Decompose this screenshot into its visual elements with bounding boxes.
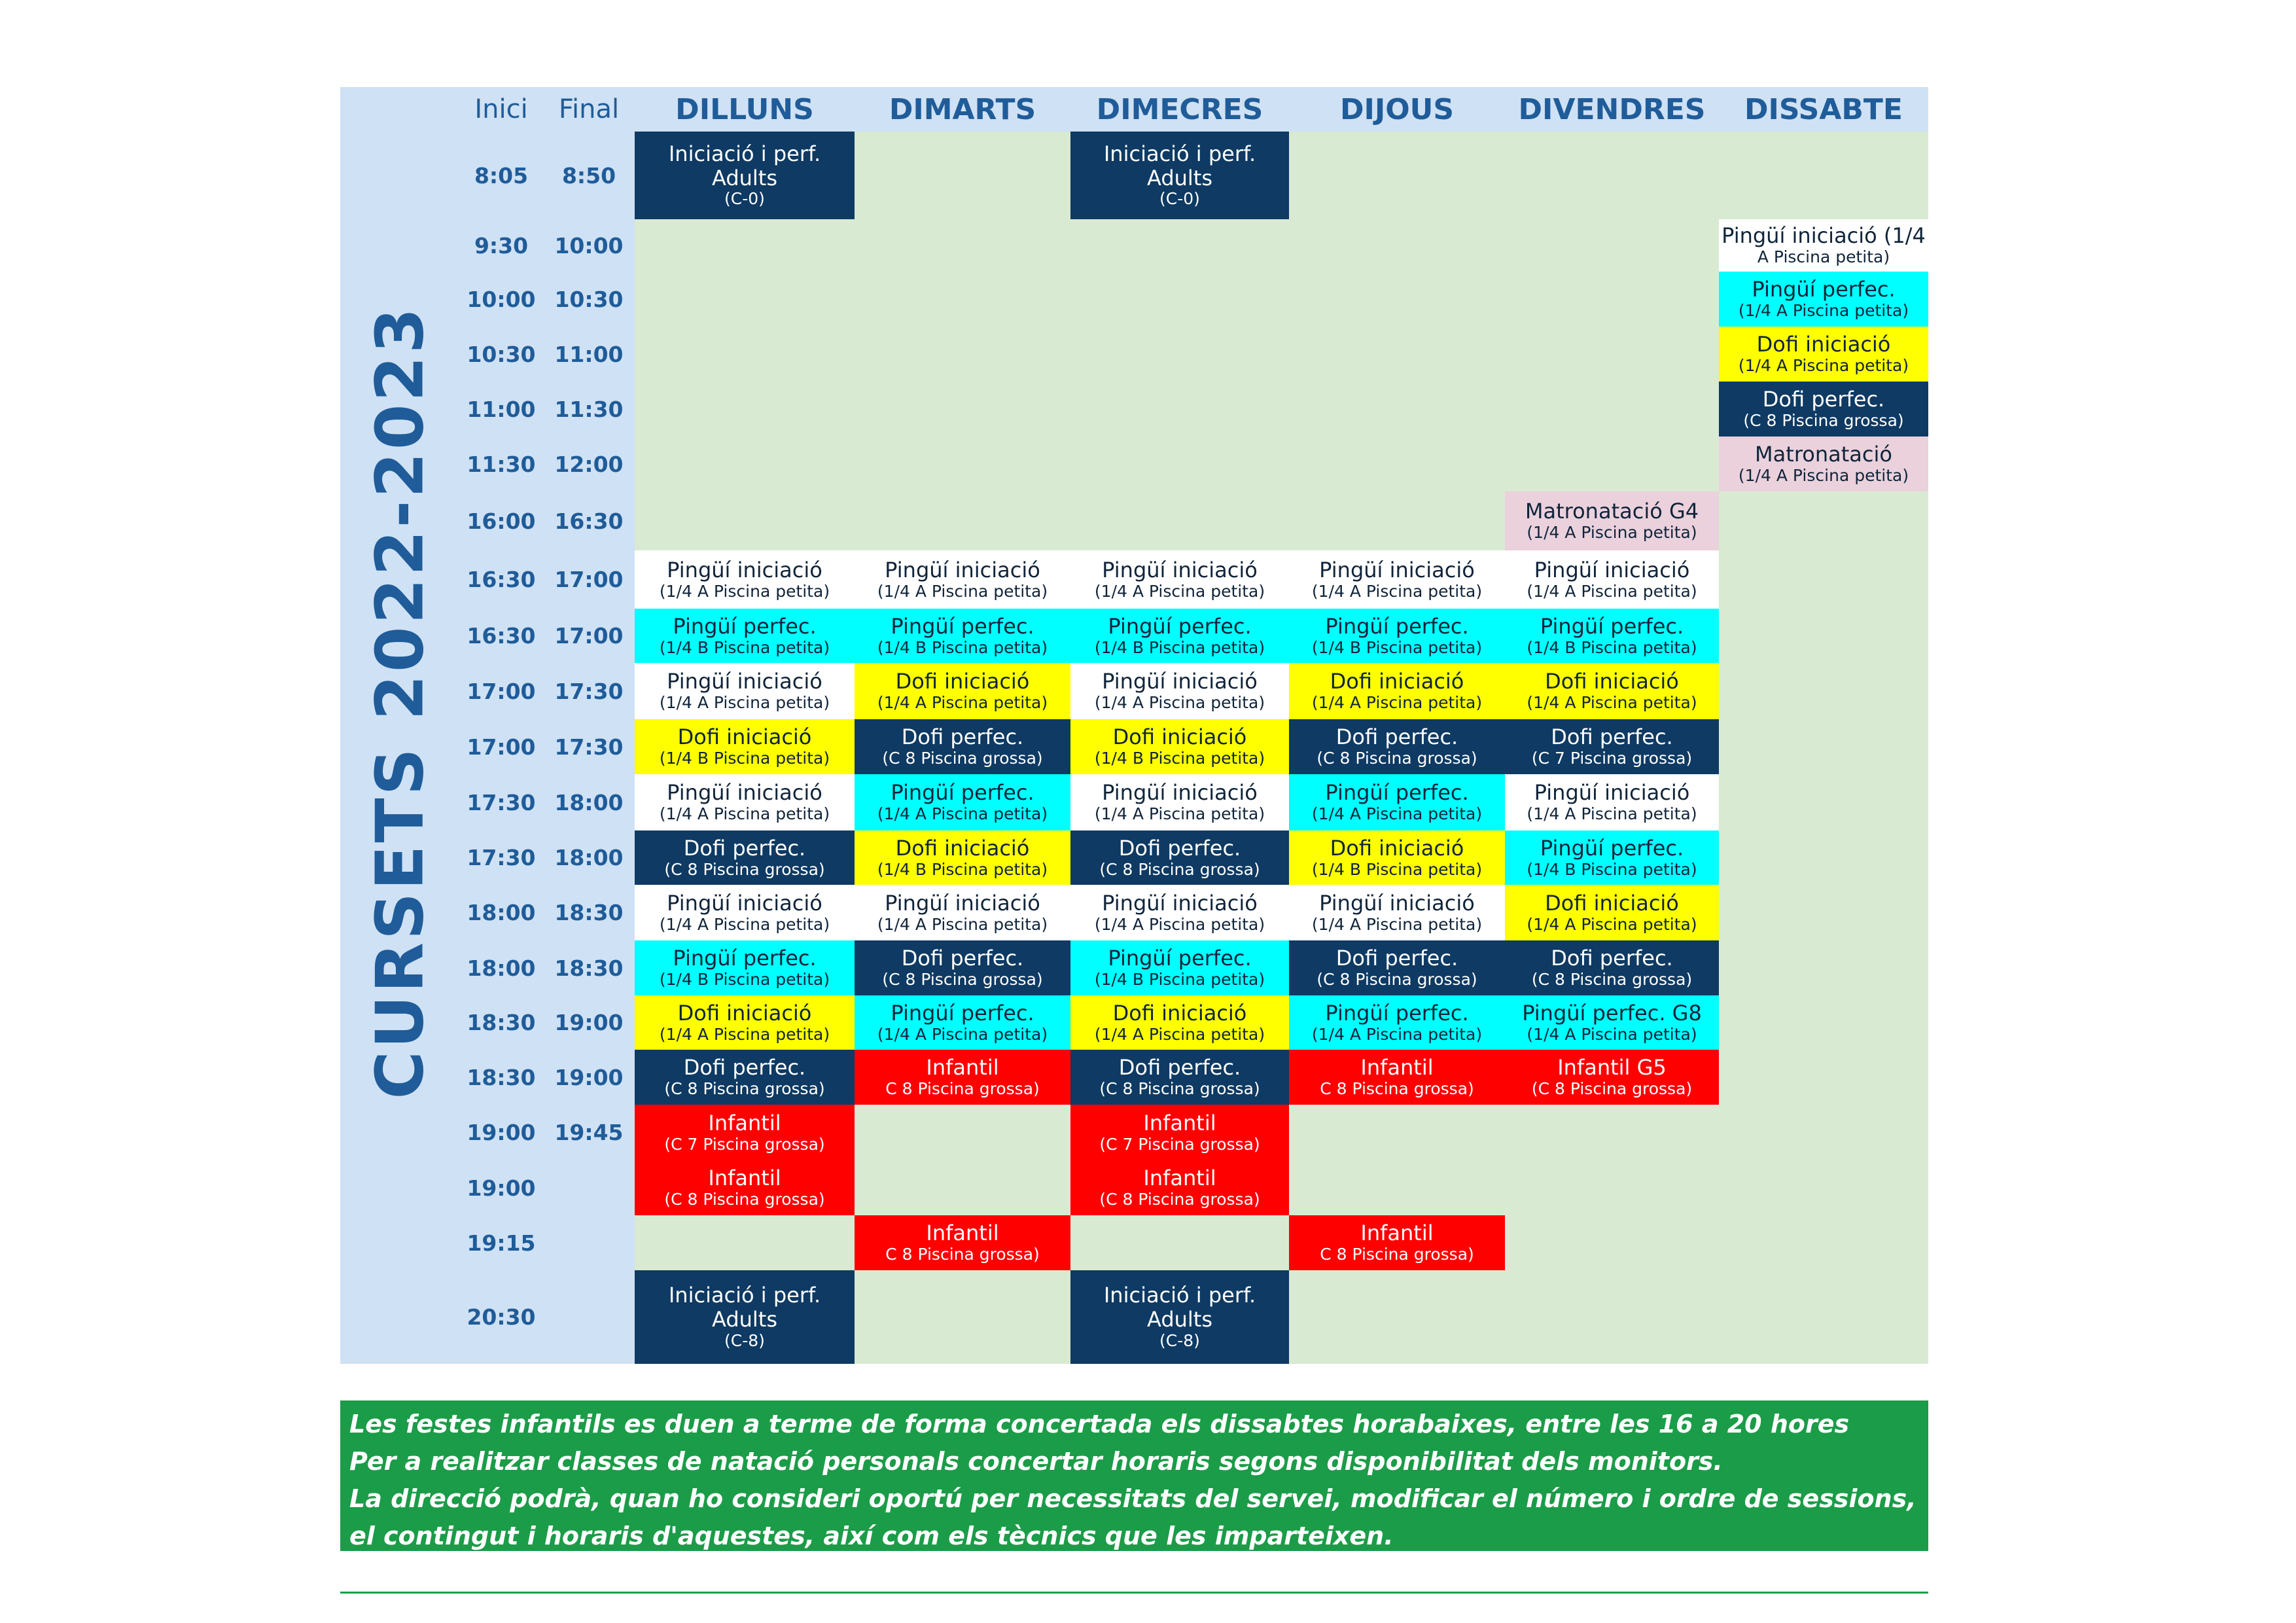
class-cell — [1289, 830, 1505, 885]
class-location: (C 8 Piscina grossa) — [1743, 411, 1904, 431]
class-location: (1/4 B Piscina petita) — [1311, 859, 1483, 879]
end-time: 18:30 — [554, 900, 624, 925]
class-cell — [635, 1105, 855, 1160]
class-cell — [855, 830, 1070, 885]
class-cell — [635, 1050, 855, 1105]
class-name: Dofi perfec. — [1762, 387, 1885, 412]
start-time: 20:30 — [467, 1304, 536, 1330]
class-cell — [635, 719, 855, 774]
class-cell — [1719, 219, 1928, 272]
class-location: (1/4 B Piscina petita) — [1311, 637, 1483, 657]
class-cell — [1289, 663, 1505, 719]
class-location: (C 7 Piscina grossa) — [1099, 1134, 1260, 1154]
class-name: Pingüí perfec. — [673, 613, 817, 639]
class-name: Dofi iniciació — [1330, 669, 1464, 694]
class-location: (1/4 B Piscina petita) — [1094, 637, 1265, 657]
end-time: 18:30 — [554, 955, 624, 981]
start-time: 16:30 — [467, 623, 536, 649]
notes-box — [340, 1400, 1928, 1551]
class-location: (1/4 A Piscina petita) — [659, 581, 830, 601]
class-cell — [1070, 995, 1289, 1050]
class-name: Pingüí iniciació — [667, 780, 822, 806]
class-cell — [1289, 1050, 1505, 1105]
class-name: Adults — [711, 1307, 778, 1332]
class-location: (C 7 Piscina grossa) — [1531, 749, 1693, 768]
class-name: Pingüí perfec. — [1540, 835, 1684, 861]
class-cell — [1505, 719, 1719, 774]
class-cell — [1505, 609, 1719, 663]
class-cell — [855, 550, 1070, 609]
class-location: (C 8 Piscina grossa) — [1099, 1190, 1260, 1209]
class-name: Dofi iniciació — [1112, 1000, 1247, 1026]
class-cell — [1505, 995, 1719, 1050]
class-location: (1/4 A Piscina petita) — [1094, 914, 1265, 934]
end-header: Final — [543, 87, 635, 132]
class-location: (C 8 Piscina grossa) — [1099, 859, 1260, 879]
class-location: (1/4 A Piscina petita) — [1527, 693, 1697, 713]
class-name: Matronatació G4 — [1525, 499, 1699, 524]
class-location: (C-8) — [724, 1330, 765, 1350]
end-time: 18:00 — [554, 789, 624, 815]
class-cell — [1505, 885, 1719, 940]
class-cell — [1505, 830, 1719, 885]
class-location: (C 8 Piscina grossa) — [1531, 970, 1693, 990]
start-time: 10:00 — [467, 286, 536, 312]
class-location: (C 8 Piscina grossa) — [882, 970, 1043, 990]
class-cell — [1289, 940, 1505, 995]
class-name: Dofi iniciació — [1545, 890, 1679, 916]
class-cell — [635, 830, 855, 885]
class-name: Infantil — [926, 1221, 999, 1246]
class-location: C 8 Piscina grossa) — [1320, 1245, 1474, 1264]
end-time: 17:00 — [554, 623, 624, 649]
schedule-table — [340, 87, 1928, 1364]
class-location: A Piscina petita) — [1757, 247, 1890, 267]
class-location: (1/4 B Piscina petita) — [659, 749, 830, 768]
day-header-dijous: DIJOUS — [1289, 87, 1505, 132]
end-time: 10:30 — [554, 286, 624, 312]
class-location: C 8 Piscina grossa) — [885, 1079, 1040, 1099]
end-time: 11:00 — [554, 341, 624, 367]
end-time: 19:00 — [554, 1064, 624, 1090]
class-name: Dofi iniciació — [1330, 835, 1464, 861]
end-time: 17:30 — [554, 734, 624, 760]
class-location: (C 8 Piscina grossa) — [1099, 1079, 1260, 1099]
class-name: Dofi perfec. — [1118, 1055, 1241, 1080]
class-name: Infantil — [926, 1055, 999, 1080]
class-location: (C-8) — [1159, 1330, 1200, 1350]
class-cell — [1505, 550, 1719, 609]
class-location: (1/4 A Piscina petita) — [1094, 804, 1265, 824]
class-name: Infantil — [1360, 1221, 1434, 1246]
class-location: (1/4 A Piscina petita) — [1527, 1024, 1697, 1044]
start-time: 18:30 — [467, 1010, 536, 1035]
class-name: Dofi perfec. — [1118, 835, 1241, 861]
class-cell — [855, 995, 1070, 1050]
class-name: Dofi iniciació — [677, 1000, 812, 1026]
class-cell — [1289, 885, 1505, 940]
class-location: (1/4 A Piscina petita) — [877, 581, 1048, 601]
start-header: Inici — [459, 87, 543, 132]
class-cell — [1070, 132, 1289, 219]
class-location: (1/4 A Piscina petita) — [1311, 693, 1483, 713]
end-time: 17:00 — [554, 567, 624, 592]
end-time: 12:00 — [554, 451, 624, 477]
end-time: 19:45 — [554, 1120, 624, 1145]
class-cell — [1505, 491, 1719, 550]
class-location: (1/4 A Piscina petita) — [1311, 804, 1483, 824]
day-header-dilluns: DILLUNS — [635, 87, 855, 132]
class-name: Iniciació i perf. — [1103, 141, 1256, 166]
class-cell — [855, 719, 1070, 774]
class-name: Adults — [1146, 1307, 1213, 1332]
class-cell — [1070, 830, 1289, 885]
class-name: Pingüí perfec. — [673, 946, 817, 971]
start-time: 18:00 — [467, 955, 536, 981]
class-cell — [1719, 382, 1928, 437]
class-cell — [855, 1215, 1070, 1270]
class-name: Pingüí iniciació — [1102, 669, 1258, 694]
start-time: 19:00 — [467, 1175, 536, 1201]
class-cell — [635, 885, 855, 940]
class-cell — [855, 885, 1070, 940]
class-location: (1/4 B Piscina petita) — [1094, 749, 1265, 768]
class-cell — [1505, 940, 1719, 995]
start-time: 18:30 — [467, 1064, 536, 1090]
class-location: (1/4 A Piscina petita) — [877, 693, 1048, 713]
class-cell — [1289, 1215, 1505, 1270]
class-name: Dofi perfec. — [683, 835, 806, 861]
class-cell — [1289, 609, 1505, 663]
class-name: Pingüí iniciació — [667, 557, 822, 582]
class-location: (1/4 B Piscina petita) — [877, 637, 1048, 657]
title-sidebar — [340, 87, 459, 1364]
class-cell — [1289, 719, 1505, 774]
start-time: 11:00 — [467, 396, 536, 422]
note-private-classes: Per a realitzar classes de natació personals concertar horaris segons disponibilitat dels monitors. — [349, 1447, 1723, 1476]
class-name: Pingüí iniciació — [885, 890, 1040, 916]
class-name: Infantil — [708, 1110, 781, 1135]
class-location: C 8 Piscina grossa) — [1320, 1079, 1474, 1099]
class-location: (C-0) — [1159, 189, 1200, 209]
class-location: (1/4 B Piscina petita) — [1527, 859, 1697, 879]
class-location: (1/4 A Piscina petita) — [1738, 356, 1909, 376]
class-location: (C 8 Piscina grossa) — [664, 1079, 825, 1099]
class-cell — [1070, 1270, 1289, 1364]
class-name: Infantil — [708, 1166, 781, 1191]
class-name: Dofi iniciació — [895, 669, 1030, 694]
class-name: Dofi perfec. — [1335, 946, 1458, 971]
class-name: Pingüí iniciació — [1319, 890, 1475, 916]
class-name: Pingüí iniciació — [1102, 780, 1258, 806]
class-location: (1/4 A Piscina petita) — [1527, 523, 1697, 543]
class-location: (1/4 A Piscina petita) — [1094, 693, 1265, 713]
class-name: Pingüí iniciació — [1534, 780, 1690, 806]
class-location: (C 8 Piscina grossa) — [882, 749, 1043, 768]
class-location: (1/4 A Piscina petita) — [1094, 581, 1265, 601]
class-location: (C 7 Piscina grossa) — [664, 1134, 825, 1154]
class-cell — [855, 663, 1070, 719]
class-name: Iniciació i perf. — [668, 1283, 821, 1308]
class-name: Pingüí iniciació — [667, 669, 822, 694]
class-name: Infantil — [1360, 1055, 1434, 1080]
class-location: (1/4 A Piscina petita) — [1527, 914, 1697, 934]
class-location: (1/4 A Piscina petita) — [1738, 466, 1909, 486]
class-cell — [635, 995, 855, 1050]
class-name: Pingüí perfec. — [1325, 613, 1469, 639]
class-name: Pingüí iniciació — [1534, 557, 1690, 582]
start-time: 17:30 — [467, 789, 536, 815]
class-cell — [1070, 663, 1289, 719]
class-location: (C-0) — [724, 189, 765, 209]
class-name: Dofi perfec. — [901, 946, 1024, 971]
end-time: 16:30 — [554, 508, 624, 534]
class-cell — [855, 609, 1070, 663]
class-name: Pingüí perfec. — [1108, 613, 1252, 639]
class-cell — [855, 940, 1070, 995]
class-name: Pingüí perfec. — [891, 1000, 1034, 1026]
end-time: 11:30 — [554, 396, 624, 422]
day-header-dimarts: DIMARTS — [855, 87, 1070, 132]
class-location: (C 8 Piscina grossa) — [1531, 1079, 1693, 1099]
class-name: Pingüí iniciació — [667, 890, 822, 916]
day-header-dissabte: DISSABTE — [1719, 87, 1928, 132]
note-management: La direcció podrà, quan ho consideri oportú per necessitats del servei, modificar el número i ordre de sessions, el contingut i horaris d'aquestes, així com els tècnics que les imparteixen. — [349, 1484, 1916, 1550]
class-cell — [635, 940, 855, 995]
class-location: (1/4 A Piscina petita) — [877, 1024, 1048, 1044]
class-name: Dofi iniciació — [1545, 669, 1679, 694]
class-name: Infantil — [1143, 1110, 1216, 1135]
class-location: (C 8 Piscina grossa) — [664, 1190, 825, 1209]
class-location: (1/4 B Piscina petita) — [1527, 637, 1697, 657]
class-cell — [1505, 663, 1719, 719]
class-location: (1/4 A Piscina petita) — [659, 804, 830, 824]
class-location: (1/4 B Piscina petita) — [1094, 970, 1265, 990]
class-location: (1/4 B Piscina petita) — [659, 970, 830, 990]
class-name: Pingüí perfec. — [891, 780, 1034, 806]
class-cell — [1505, 1050, 1719, 1105]
start-time: 17:00 — [467, 678, 536, 704]
class-name: Matronatació — [1755, 442, 1892, 467]
class-location: (1/4 A Piscina petita) — [1527, 804, 1697, 824]
class-location: (1/4 B Piscina petita) — [877, 859, 1048, 879]
end-time — [543, 1160, 635, 1215]
class-name: Pingüí perfec. — [891, 613, 1034, 639]
start-time: 8:05 — [474, 162, 529, 188]
class-cell — [635, 609, 855, 663]
class-cell — [1070, 940, 1289, 995]
class-cell — [1070, 609, 1289, 663]
class-cell — [1070, 1160, 1289, 1215]
class-name: Dofi perfec. — [1551, 946, 1673, 971]
day-header-dimecres: DIMECRES — [1070, 87, 1289, 132]
class-cell — [1070, 1050, 1289, 1105]
class-location: (C 8 Piscina grossa) — [1316, 970, 1477, 990]
class-location: (1/4 A Piscina petita) — [1311, 914, 1483, 934]
start-time: 19:00 — [467, 1120, 536, 1145]
start-time: 9:30 — [474, 232, 529, 259]
class-location: (1/4 A Piscina petita) — [659, 914, 830, 934]
class-name: Infantil — [1143, 1166, 1216, 1191]
class-name: Pingüí perfec. — [1325, 1000, 1469, 1026]
start-time: 17:00 — [467, 734, 536, 760]
class-name: Dofi iniciació — [1756, 332, 1891, 357]
class-cell — [1070, 719, 1289, 774]
class-cell — [635, 663, 855, 719]
class-location: (C 8 Piscina grossa) — [1316, 749, 1477, 768]
end-time: 19:00 — [554, 1010, 624, 1035]
end-time: 8:50 — [561, 162, 616, 188]
class-name: Pingüí iniciació — [1319, 557, 1475, 582]
start-time: 19:15 — [467, 1230, 536, 1256]
end-time: 10:00 — [554, 232, 624, 259]
end-time: 17:30 — [554, 678, 624, 704]
class-name: Pingüí iniciació (1/4 — [1722, 223, 1926, 249]
note-parties: Les festes infantils es duen a terme de forma concertada els dissabtes horabaixes, entre les 16 a 20 hores — [349, 1410, 1850, 1438]
schedule-title: CURSETS 2022-2023 — [361, 305, 438, 1099]
class-name: Dofi iniciació — [895, 835, 1030, 861]
class-cell — [635, 774, 855, 830]
class-location: (1/4 A Piscina petita) — [1094, 1024, 1265, 1044]
class-name: Pingüí perfec. — [1325, 780, 1469, 806]
class-location: (1/4 B Piscina petita) — [659, 637, 830, 657]
class-location: (1/4 A Piscina petita) — [659, 1024, 830, 1044]
class-cell — [1070, 1105, 1289, 1160]
class-cell — [1070, 885, 1289, 940]
class-location: (1/4 A Piscina petita) — [1738, 301, 1909, 321]
class-cell — [1070, 774, 1289, 830]
class-cell — [1719, 327, 1928, 382]
class-location: (1/4 A Piscina petita) — [1311, 1024, 1483, 1044]
class-name: Infantil G5 — [1557, 1055, 1667, 1080]
class-name: Dofi iniciació — [1112, 724, 1247, 750]
class-name: Iniciació i perf. — [1103, 1283, 1256, 1308]
class-location: (1/4 A Piscina petita) — [877, 804, 1048, 824]
start-time: 10:30 — [467, 341, 536, 367]
class-name: Pingüí perfec. G8 — [1522, 1000, 1702, 1026]
class-name: Dofi perfec. — [683, 1055, 806, 1080]
class-name: Pingüí iniciació — [1102, 890, 1258, 916]
class-cell — [855, 774, 1070, 830]
class-cell — [1719, 272, 1928, 327]
class-name: Dofi iniciació — [677, 724, 812, 750]
end-time — [543, 1270, 635, 1364]
class-name: Pingüí perfec. — [1540, 613, 1684, 639]
start-time: 17:30 — [467, 845, 536, 870]
class-cell — [1719, 437, 1928, 491]
class-name: Pingüí iniciació — [885, 557, 1040, 582]
class-location: (C 8 Piscina grossa) — [664, 859, 825, 879]
class-name: Pingüí perfec. — [1752, 277, 1896, 302]
class-name: Dofi perfec. — [1335, 724, 1458, 750]
class-cell — [1070, 550, 1289, 609]
class-name: Pingüí iniciació — [1102, 557, 1258, 582]
class-location: C 8 Piscina grossa) — [885, 1245, 1040, 1264]
start-time: 16:00 — [467, 508, 536, 534]
class-name: Dofi perfec. — [901, 724, 1024, 750]
class-cell — [635, 550, 855, 609]
class-cell — [635, 1270, 855, 1364]
end-time: 18:00 — [554, 845, 624, 870]
class-name: Pingüí perfec. — [1108, 946, 1252, 971]
class-location: (1/4 A Piscina petita) — [1527, 581, 1697, 601]
end-time — [543, 1215, 635, 1270]
class-location: (1/4 A Piscina petita) — [659, 693, 830, 713]
class-name: Dofi perfec. — [1551, 724, 1673, 750]
class-cell — [635, 1160, 855, 1215]
start-time: 16:30 — [467, 567, 536, 592]
class-cell — [855, 1050, 1070, 1105]
class-location: (1/4 A Piscina petita) — [1311, 581, 1483, 601]
bottom-divider — [340, 1592, 1928, 1594]
class-name: Adults — [711, 165, 778, 190]
class-name: Iniciació i perf. — [668, 141, 821, 166]
class-cell — [1289, 995, 1505, 1050]
class-cell — [1289, 774, 1505, 830]
class-name: Adults — [1146, 165, 1213, 190]
class-cell — [1289, 550, 1505, 609]
class-cell — [1505, 774, 1719, 830]
class-cell — [635, 132, 855, 219]
day-header-divendres: DIVENDRES — [1505, 87, 1719, 132]
start-time: 11:30 — [467, 451, 536, 477]
start-time: 18:00 — [467, 900, 536, 925]
class-location: (1/4 A Piscina petita) — [877, 914, 1048, 934]
